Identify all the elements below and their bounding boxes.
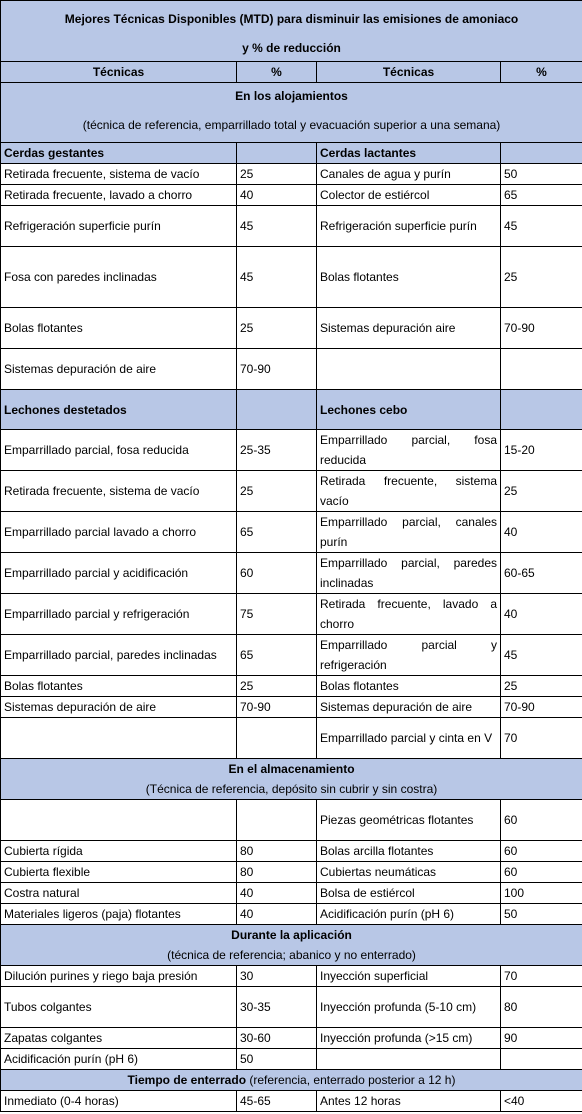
table-cell: 25 [237, 308, 317, 349]
table-cell: Zapatas colgantes [1, 1028, 237, 1049]
table-cell: 40 [237, 883, 317, 904]
table-row [1, 800, 582, 841]
section-header-enterrado [1, 1070, 582, 1091]
table-cell: 40 [501, 512, 582, 553]
table-cell [1, 800, 237, 841]
table-cell: 75 [237, 594, 317, 635]
table-cell: Retirada frecuente, sistema de vacío [1, 471, 237, 512]
table-cell: 50 [237, 1049, 317, 1070]
table-cell: 40 [501, 594, 582, 635]
table-cell: Canales de agua y purín [317, 164, 501, 185]
group-label-lechones-destetados: Lechones destetados [1, 390, 237, 430]
table-cell: Cubierta flexible [1, 862, 237, 883]
table-cell: Sistemas depuración de aire [1, 349, 237, 390]
table-cell: 65 [237, 635, 317, 676]
table-cell [237, 718, 317, 759]
table-cell: Colector de estiércol [317, 185, 501, 206]
table-cell: Emparrillado parcial, fosa reducida [1, 430, 237, 471]
table-cell: Retirada frecuente, sistema vacío [317, 471, 501, 512]
table-cell: Materiales ligeros (paja) flotantes [1, 904, 237, 925]
table-cell: Piezas geométricas flotantes [317, 800, 501, 841]
table-cell: 80 [237, 862, 317, 883]
table-cell: Refrigeración superficie purín [317, 206, 501, 247]
section-title-aplicacion: Durante la aplicación [231, 928, 352, 942]
table-cell: 80 [501, 987, 582, 1028]
table-cell: 70-90 [501, 308, 582, 349]
table-row [1, 185, 582, 206]
table-cell: 60 [501, 862, 582, 883]
table-row [1, 883, 582, 904]
table-cell: Bolsa de estiércol [317, 883, 501, 904]
section-title-alojamientos: En los alojamientos [235, 88, 348, 103]
table-cell: Retirada frecuente, sistema de vacío [1, 164, 237, 185]
table-cell: Sistemas depuración de aire [317, 697, 501, 718]
table-row [1, 841, 582, 862]
table-cell: 40 [237, 185, 317, 206]
table-cell: 25 [237, 164, 317, 185]
table-cell: Inmediato (0-4 horas) [1, 1091, 237, 1112]
table-cell: Inyección superficial [317, 966, 501, 987]
section-header-alojamientos [1, 83, 582, 143]
table-title [1, 1, 582, 62]
group-label-cerdas-gestantes: Cerdas gestantes [1, 143, 237, 164]
column-header-tecnicas-left: Técnicas [1, 62, 237, 83]
table-cell: 45 [501, 206, 582, 247]
section-subtitle-aplicacion: (técnica de referencia; abanico y no enterrado) [167, 948, 416, 962]
table-cell: Bolas arcilla flotantes [317, 841, 501, 862]
table-row [1, 553, 582, 594]
table-cell [501, 1049, 582, 1070]
table-row [1, 1049, 582, 1070]
column-header-row [1, 62, 582, 83]
table-row [1, 904, 582, 925]
table-cell: 25 [501, 247, 582, 308]
section-header-almacenamiento [1, 759, 582, 800]
table-cell: 25-35 [237, 430, 317, 471]
table-row [1, 987, 582, 1028]
table-cell: 15-20 [501, 430, 582, 471]
table-cell: 40 [237, 904, 317, 925]
table-cell: 30 [237, 966, 317, 987]
table-cell: Cubierta rígida [1, 841, 237, 862]
table-cell [237, 800, 317, 841]
table-cell: 60 [501, 841, 582, 862]
table-cell: Acidificación purín (pH 6) [317, 904, 501, 925]
table-cell: Bolas flotantes [1, 308, 237, 349]
table-row [1, 349, 582, 390]
table-cell: 50 [501, 904, 582, 925]
table-cell: Fosa con paredes inclinadas [1, 247, 237, 308]
table-cell: Emparrillado parcial y refrigeración [317, 635, 501, 676]
table-row [1, 206, 582, 247]
table-cell: Emparrillado parcial y cinta en V [317, 718, 501, 759]
table-cell [317, 349, 501, 390]
table-row [1, 635, 582, 676]
table-row [1, 1028, 582, 1049]
title-line-2: y % de reducción [242, 41, 341, 55]
table-cell: Cubiertas neumáticas [317, 862, 501, 883]
group-label-lechones-cebo: Lechones cebo [317, 390, 501, 430]
table-cell: Refrigeración superficie purín [1, 206, 237, 247]
section-subtitle-almacenamiento: (Técnica de referencia, depósito sin cubrir y sin costra) [145, 782, 438, 796]
table-cell: 25 [237, 676, 317, 697]
section-subtitle-enterrado: (referencia, enterrado posterior a 12 h) [246, 1073, 456, 1087]
table-row [1, 966, 582, 987]
group-label-cerdas-lactantes: Cerdas lactantes [317, 143, 501, 164]
table-cell: 45 [237, 206, 317, 247]
column-header-tecnicas-right: Técnicas [317, 62, 501, 83]
table-cell: Sistemas depuración aire [317, 308, 501, 349]
table-cell: Emparrillado parcial y acidificación [1, 553, 237, 594]
table-row [1, 471, 582, 512]
table-cell: 25 [501, 471, 582, 512]
table-cell: 45-65 [237, 1091, 317, 1112]
table-cell: Retirada frecuente, lavado a chorro [317, 594, 501, 635]
table-row [1, 1091, 582, 1112]
table-cell: Emparrillado parcial, paredes inclinadas [317, 553, 501, 594]
table-cell: Acidificación purín (pH 6) [1, 1049, 237, 1070]
table-cell [1, 718, 237, 759]
table-row [1, 718, 582, 759]
table-row [1, 676, 582, 697]
group-header-row [1, 390, 582, 430]
table-cell: 100 [501, 883, 582, 904]
table-cell: 25 [237, 471, 317, 512]
section-subtitle-alojamientos: (técnica de referencia, emparrillado total y evacuación superior a una semana) [82, 117, 501, 132]
table-cell: 60 [501, 800, 582, 841]
table-cell: Bolas flotantes [317, 247, 501, 308]
table-cell [501, 349, 582, 390]
table-cell: 60 [237, 553, 317, 594]
table-cell: 30-35 [237, 987, 317, 1028]
table-cell: 70 [501, 718, 582, 759]
title-line-1: Mejores Técnicas Disponibles (MTD) para disminuir las emisiones de amoniaco [64, 12, 519, 26]
table-cell [317, 1049, 501, 1070]
table-cell: 25 [501, 676, 582, 697]
table-cell: Sistemas depuración de aire [1, 697, 237, 718]
column-header-percent-left: % [237, 62, 317, 83]
table-cell: Emparrillado parcial, canales purín [317, 512, 501, 553]
table-cell: 70-90 [237, 697, 317, 718]
table-cell: Costra natural [1, 883, 237, 904]
table-cell: <40 [501, 1091, 582, 1112]
table-cell: Dilución purines y riego baja presión [1, 966, 237, 987]
table-cell: Emparrillado parcial lavado a chorro [1, 512, 237, 553]
table-cell: Emparrillado parcial, paredes inclinadas [1, 635, 237, 676]
table-title-row [1, 1, 582, 62]
table-cell: 70 [501, 966, 582, 987]
group-header-row [1, 143, 582, 164]
table-cell: Inyección profunda (>15 cm) [317, 1028, 501, 1049]
section-header-aplicacion [1, 925, 582, 966]
table-row [1, 430, 582, 471]
table-row [1, 594, 582, 635]
table-cell: Antes 12 horas [317, 1091, 501, 1112]
table-cell: Emparrillado parcial y refrigeración [1, 594, 237, 635]
table-cell: 65 [237, 512, 317, 553]
section-title-enterrado: Tiempo de enterrado [127, 1073, 247, 1087]
table-cell: 30-60 [237, 1028, 317, 1049]
column-header-percent-right: % [501, 62, 582, 83]
table-cell: 45 [237, 247, 317, 308]
table-cell: 70-90 [237, 349, 317, 390]
table-cell: 90 [501, 1028, 582, 1049]
table-cell: Emparrillado parcial, fosa reducida [317, 430, 501, 471]
table-cell: 50 [501, 164, 582, 185]
table-cell: 80 [237, 841, 317, 862]
table-row [1, 247, 582, 308]
table-cell: 70-90 [501, 697, 582, 718]
table-cell: 45 [501, 635, 582, 676]
table-cell: Retirada frecuente, lavado a chorro [1, 185, 237, 206]
table-row [1, 164, 582, 185]
table-cell: Bolas flotantes [1, 676, 237, 697]
section-title-almacenamiento: En el almacenamiento [228, 762, 355, 776]
table-row [1, 308, 582, 349]
table-cell: 65 [501, 185, 582, 206]
table-cell: Bolas flotantes [317, 676, 501, 697]
table-cell: 60-65 [501, 553, 582, 594]
table-cell: Tubos colgantes [1, 987, 237, 1028]
table-row [1, 862, 582, 883]
table-row [1, 512, 582, 553]
table-cell: Inyección profunda (5-10 cm) [317, 987, 501, 1028]
table-row [1, 697, 582, 718]
